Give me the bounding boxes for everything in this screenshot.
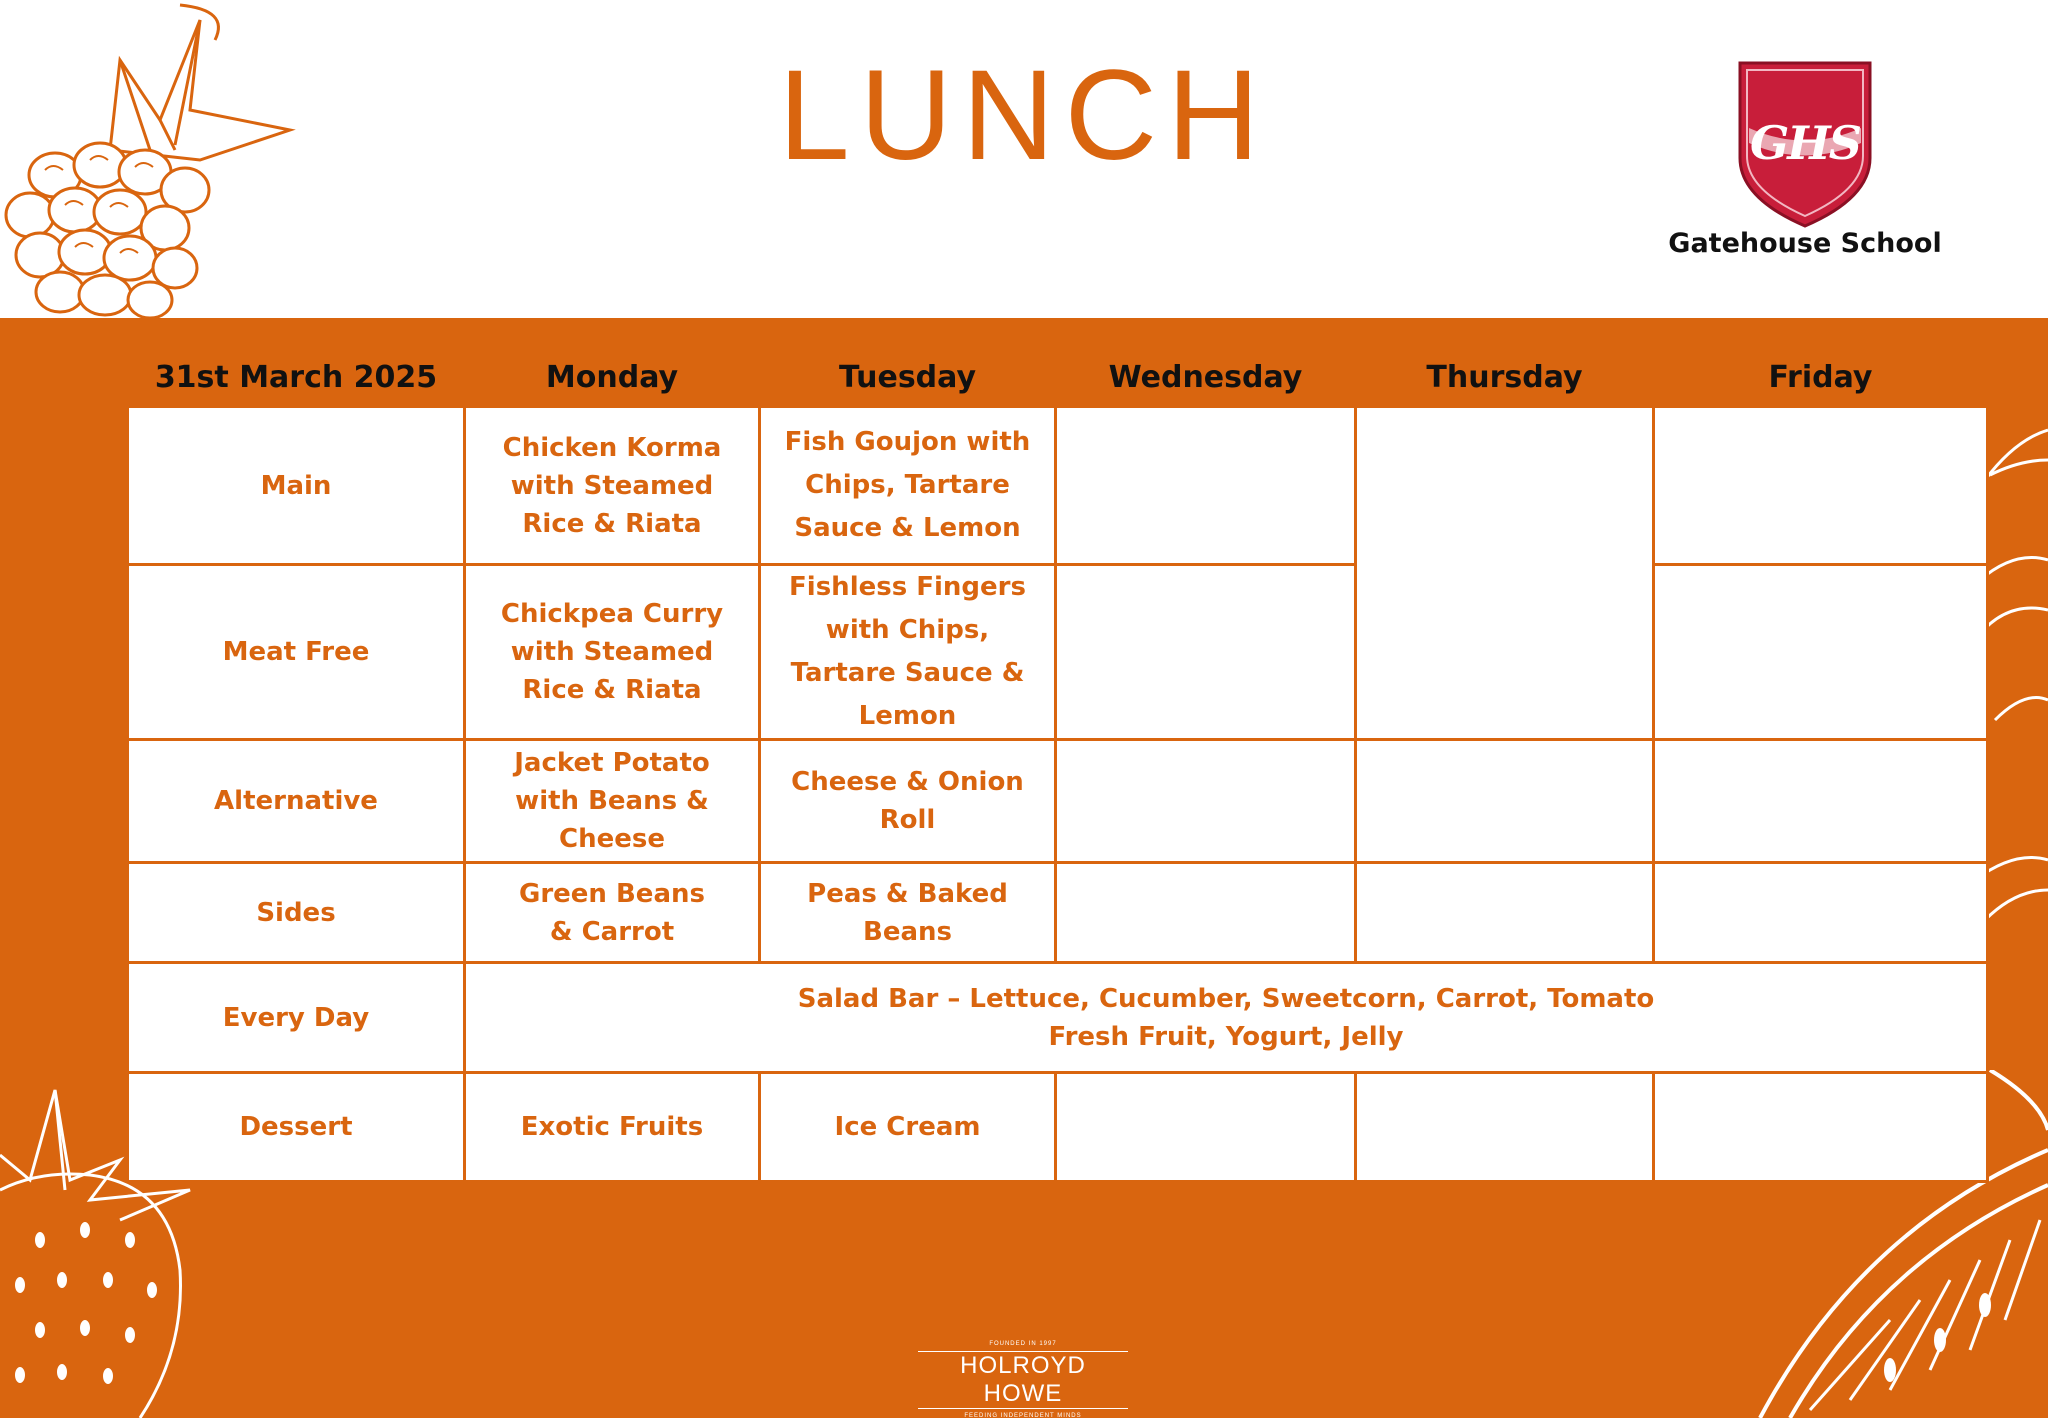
row-label-every-day: Every Day [128, 963, 465, 1073]
day-header-monday: Monday [545, 360, 679, 395]
caterer-tagline: FEEDING INDEPENDENT MINDS [964, 1413, 1082, 1419]
cell-dessert-tuesday: Ice Cream [760, 1073, 1056, 1182]
day-header-friday: Friday [1768, 360, 1873, 395]
cell-dessert-monday: Exotic Fruits [465, 1073, 760, 1182]
cell-alternative-tuesday: Cheese & Onion Roll [760, 740, 1056, 863]
page-title: LUNCH [778, 44, 1270, 187]
cell-dessert-wednesday [1056, 1073, 1356, 1182]
cell-dessert-friday [1654, 1073, 1988, 1182]
table-row [128, 963, 1988, 1073]
cell-sides-tuesday: Peas & Baked Beans [760, 863, 1056, 963]
cell-alternative-wednesday [1056, 740, 1356, 863]
cell-main-friday [1654, 407, 1988, 565]
every-day-line-2: Fresh Fruit, Yogurt, Jelly [1048, 1021, 1404, 1052]
row-label-meat-free: Meat Free [128, 565, 465, 740]
cell-every-day [465, 963, 1988, 1073]
cell-main-tuesday: Fish Goujon with Chips, Tartare Sauce & Lemon [760, 407, 1056, 565]
cell-meat-free-tuesday: Fishless Fingers with Chips, Tartare Sauce & Lemon [760, 565, 1056, 740]
row-label-sides: Sides [128, 863, 465, 963]
table-header-row [128, 350, 1988, 407]
cell-sides-friday [1654, 863, 1988, 963]
day-header-wednesday: Wednesday [1108, 360, 1303, 395]
cell-main-meatfree-thursday [1356, 407, 1654, 740]
day-header-tuesday: Tuesday [838, 360, 977, 395]
caterer-logo [918, 1340, 1128, 1419]
table-row [128, 863, 1988, 963]
table-row [128, 1073, 1988, 1182]
row-label-dessert: Dessert [128, 1073, 465, 1182]
cell-meat-free-monday: Chickpea Curry with Steamed Rice & Riata [465, 565, 760, 740]
logo-monogram: GHS [1750, 116, 1860, 170]
cell-main-monday: Chicken Korma with Steamed Rice & Riata [465, 407, 760, 565]
cell-dessert-thursday [1356, 1073, 1654, 1182]
cell-alternative-friday [1654, 740, 1988, 863]
cell-alternative-thursday [1356, 740, 1654, 863]
cell-alternative-monday: Jacket Potato with Beans & Cheese [465, 740, 760, 863]
school-name: Gatehouse School [1668, 228, 1942, 259]
table-row [128, 565, 1988, 740]
cell-main-wednesday [1056, 407, 1356, 565]
row-label-alternative: Alternative [128, 740, 465, 863]
caterer-founded: FOUNDED IN 1997 [989, 1341, 1057, 1347]
week-label: 31st March 2025 [154, 360, 438, 395]
school-logo [1660, 58, 1950, 268]
cell-sides-monday: Green Beans & Carrot [465, 863, 760, 963]
cell-meat-free-wednesday [1056, 565, 1356, 740]
cell-sides-thursday [1356, 863, 1654, 963]
table-row [128, 407, 1988, 565]
table-row [128, 740, 1988, 863]
caterer-brand: HOLROYD HOWE [918, 1351, 1128, 1409]
row-label-main: Main [128, 407, 465, 565]
every-day-line-1: Salad Bar – Lettuce, Cucumber, Sweetcorn, Carrot, Tomato [797, 983, 1655, 1014]
cell-meat-free-friday [1654, 565, 1988, 740]
cell-sides-wednesday [1056, 863, 1356, 963]
lunch-menu-table [126, 350, 1989, 1183]
day-header-thursday: Thursday [1426, 360, 1583, 395]
